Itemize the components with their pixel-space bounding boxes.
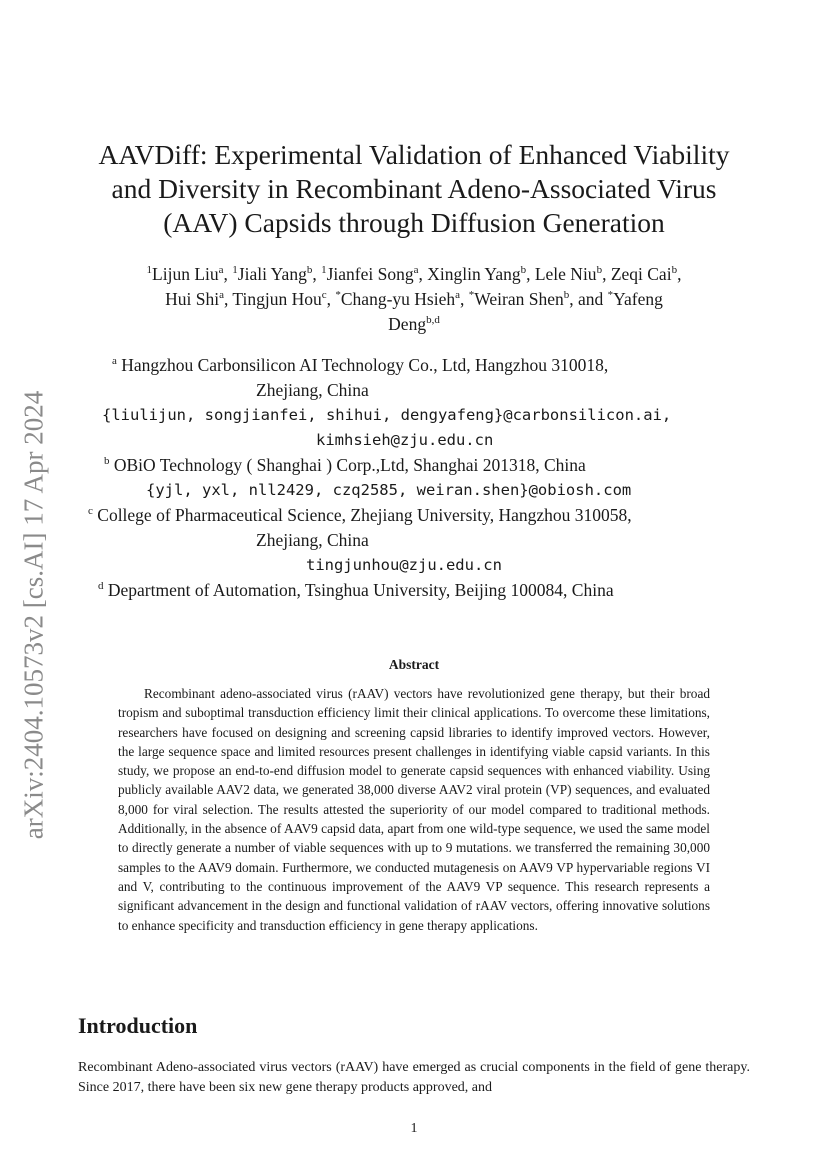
section-heading: Introduction — [78, 1013, 198, 1038]
abstract-heading: Abstract — [388, 657, 440, 672]
author-name: Deng — [388, 314, 427, 334]
author-name: Tingjun Hou — [232, 289, 322, 309]
author-name: Lele Niu — [534, 264, 597, 284]
intro-paragraph: Recombinant Adeno-associated virus vectors (rAAV) have emerged as crucial components in the field of gene therapy. Since 2017, there have been six new gene therapy products approved, and — [78, 1060, 750, 1095]
affiliations — [80, 353, 760, 603]
email-line: kimhsieh@zju.edu.cn — [316, 431, 494, 449]
author-name: Jianfei Song — [326, 264, 414, 284]
author-name: Yafeng — [613, 289, 663, 309]
affiliation-b: $^b$ OBiO Technology ( Shanghai ) Corp.,Ltd, Shanghai 201318, China — [104, 455, 586, 475]
affiliation-a: $^a$ Hangzhou Carbonsilicon AI Technology Co., Ltd, Hangzhou 310018, — [112, 355, 609, 375]
author-name: Zeqi Cai — [610, 264, 672, 284]
page-number: 1 — [410, 1121, 418, 1136]
author-name: Jiali Yang — [237, 264, 307, 284]
title-line: (AAV) Capsids through Diffusion Generation — [163, 207, 665, 238]
affiliation-c: $^c$ College of Pharmaceutical Science, Zhejiang University, Hangzhou 310058, — [88, 505, 632, 525]
email-line: {yjl, yxl, nll2429, czq2585, weiran.shen}@obiosh.com — [146, 481, 632, 499]
author-line: Hui Shi$^a$, Tingjun Hou$^c$, *Chang-yu Hsieh$^a$, *Weiran Shen$^b$, and *Yafeng — [165, 289, 663, 309]
author-list — [60, 262, 768, 337]
author-name: Chang-yu Hsieh — [340, 289, 456, 309]
affiliation-d: $^d$ Department of Automation, Tsinghua University, Beijing 100084, China — [98, 580, 614, 600]
arxiv-sidebar — [12, 370, 56, 860]
email-line: {liulijun, songjianfei, shihui, dengyafeng}@carbonsilicon.ai, — [102, 406, 672, 424]
abstract-body — [118, 684, 710, 935]
author-name: Xinglin Yang — [427, 264, 521, 284]
and-word: and — [577, 289, 604, 309]
title-line: AAVDiff: Experimental Validation of Enhanced Viability — [98, 139, 730, 170]
email-line: tingjunhou@zju.edu.cn — [306, 556, 502, 574]
affiliation-text: Department of Automation, Tsinghua University, Beijing 100084, China — [107, 580, 614, 600]
affiliation-text: OBiO Technology ( Shanghai ) Corp.,Ltd, Shanghai 201318, China — [113, 455, 586, 475]
author-name: Weiran Shen — [474, 289, 564, 309]
affiliation-text: College of Pharmaceutical Science, Zhejiang University, Hangzhou 310058, — [97, 505, 632, 525]
affiliation-text: Hangzhou Carbonsilicon AI Technology Co., Ltd, Hangzhou 310018, — [121, 355, 609, 375]
author-line: $^1$Lijun Liu$^a$, $^1$Jiali Yang$^b$, $^1$Jianfei Song$^a$, Xinglin Yang$^b$, Lele Niu$^b$, Zeqi Cai$^b$, — [146, 264, 682, 284]
paper-title — [60, 138, 768, 240]
affiliation-text: Zhejiang, China — [256, 380, 369, 400]
title-line: and Diversity in Recombinant Adeno-Associated Virus — [111, 173, 717, 204]
affiliation-text: Zhejiang, China — [256, 530, 369, 550]
arxiv-identifier: arXiv:2404.10573v2 [cs.AI] 17 Apr 2024 — [18, 390, 49, 840]
abstract-paragraph: Recombinant adeno-associated virus (rAAV) vectors have revolutionized gene therapy, but their broad tropism and suboptimal transduction efficiency limit their clinical applications. To overcome these limitations, researchers have focused on designing and screening capsid libraries to identify improved vectors. However, the large sequence space and limited resources present challenges in identifying viable capsid variants. In this study, we propose an end-to-end diffusion model to generate capsid sequences with enhanced viability. Using publicly available AAV2 data, we generated 38,000 diverse AAV2 viral protein (VP) sequences, and evaluated 8,000 for viral selection. The results attested the superiority of our model compared to traditional methods. Additionally, in the absence of AAV9 capsid data, apart from one wild-type sequence, we used the same model to directly generate a number of viable sequences with up to 9 mutations. we transferred the remaining 30,000 samples to the AAV9 domain. Furthermore, we conducted mutagenesis on AAV9 VP hypervariable regions VI and V, contributing to the continuous improvement of the AAV9 VP sequence. This research represents a significant advancement in the design and functional validation of rAAV vectors, offering innovative solutions to enhance specificity and transduction efficiency in gene therapy applications. — [118, 686, 710, 933]
author-name: Lijun Liu — [152, 264, 219, 284]
author-name: Hui Shi — [165, 289, 220, 309]
author-line: Deng$^{b,d}$ — [388, 314, 440, 334]
